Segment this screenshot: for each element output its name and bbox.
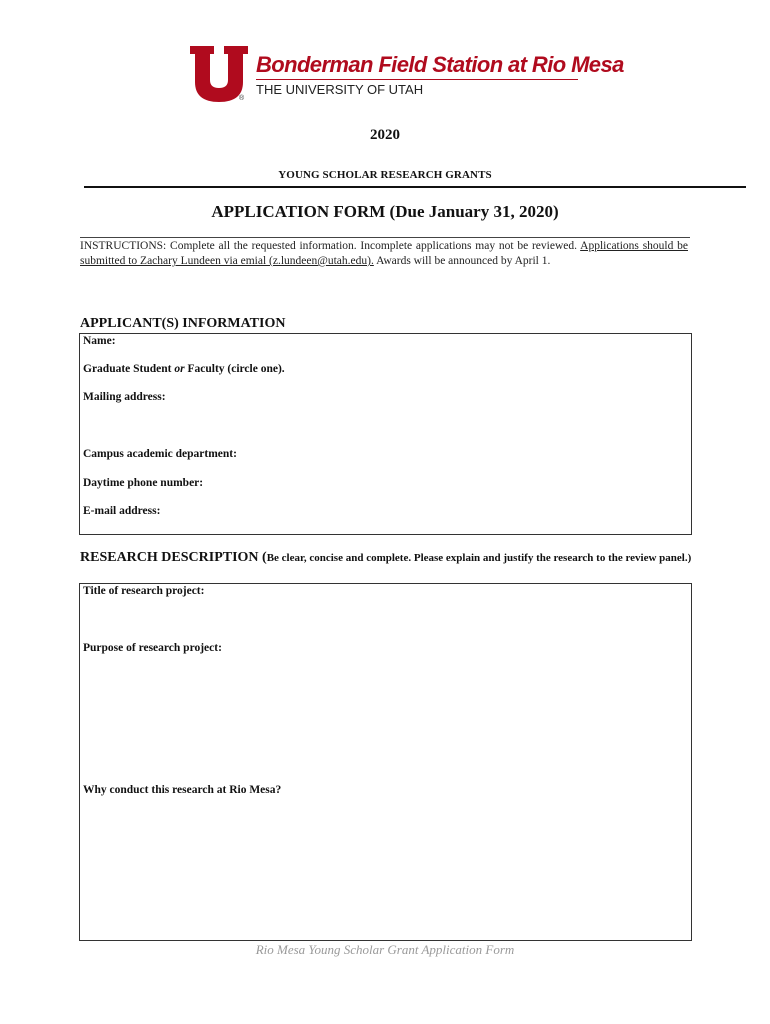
research-heading-text: RESEARCH DESCRIPTION ( [80, 550, 267, 565]
status-suffix: Faculty (circle one). [184, 363, 285, 375]
applicant-section-heading: APPLICANT(S) INFORMATION [80, 316, 286, 331]
university-logo [190, 46, 624, 106]
status-prefix: Graduate Student [83, 363, 175, 375]
instructions-divider [80, 237, 690, 238]
instructions [80, 239, 688, 269]
project-title-label: Title of research project: [83, 585, 205, 597]
form-year: 2020 [370, 127, 400, 143]
phone-label: Daytime phone number: [83, 477, 204, 489]
station-name: Bonderman Field Station at Rio Mesa [256, 52, 624, 77]
research-heading-note: Be clear, concise and complete. Please explain and justify the research to the review panel.) [266, 552, 692, 564]
instructions-lead: INSTRUCTIONS: Complete all the requested information. Incomplete applications may not be reviewed. [80, 240, 577, 252]
grant-title: YOUNG SCHOLAR RESEARCH GRANTS [278, 169, 492, 181]
department-label: Campus academic department: [83, 448, 237, 460]
mailing-address-label: Mailing address: [83, 391, 166, 403]
status-or: or [174, 363, 185, 375]
submission-note: Applications should be submitted to Zachary Lundeen via emial (z.lundeen@utah.edu). [80, 240, 688, 267]
university-name: THE UNIVERSITY OF UTAH [256, 82, 424, 97]
research-description-box [79, 583, 692, 941]
registered-mark: ® [239, 95, 245, 102]
logo-divider [256, 79, 578, 80]
email-label: E-mail address: [83, 505, 161, 517]
project-purpose-label: Purpose of research project: [83, 642, 222, 654]
page-footer: Rio Mesa Young Scholar Grant Application Form [255, 942, 515, 957]
why-rio-mesa-label: Why conduct this research at Rio Mesa? [83, 784, 282, 796]
status-field-label [83, 363, 285, 375]
research-section-heading [80, 551, 692, 565]
form-title: APPLICATION FORM (Due January 31, 2020) [211, 202, 559, 221]
name-field-label: Name: [83, 335, 116, 347]
applicant-info-box [79, 333, 692, 535]
awards-note: Awards will be announced by April 1. [373, 255, 551, 267]
header-divider [84, 186, 746, 188]
